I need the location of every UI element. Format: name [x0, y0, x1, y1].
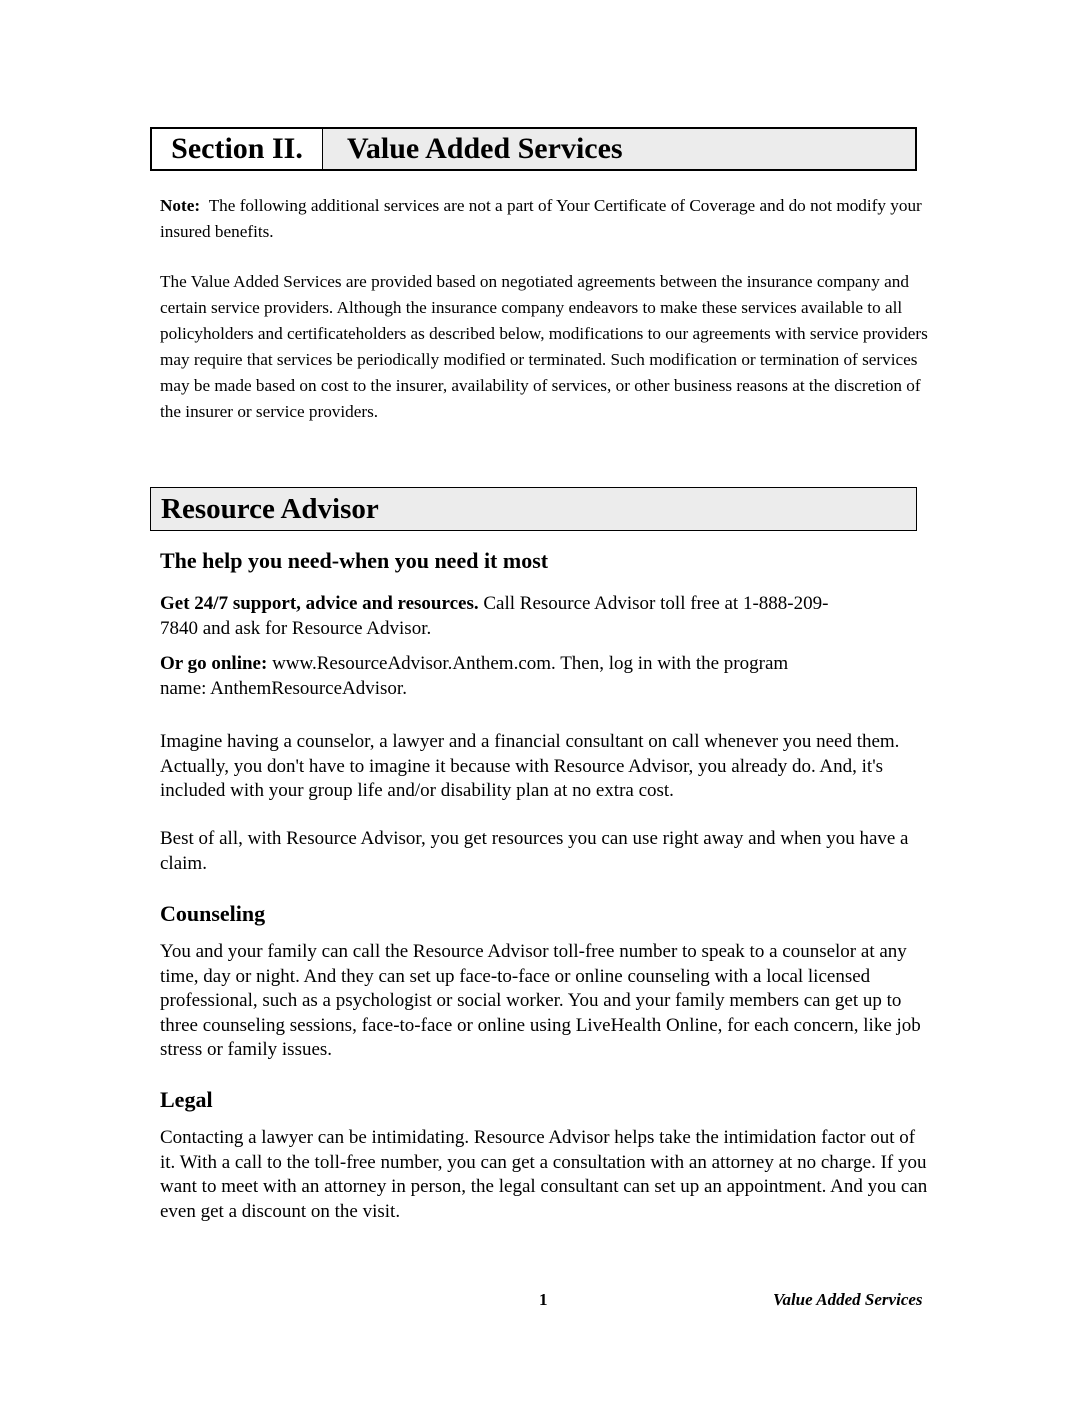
note-label: Note:	[160, 196, 201, 215]
section-title: Value Added Services	[323, 129, 915, 169]
intro-paragraph: The Value Added Services are provided based on negotiated agreements between the insurance company and certain service providers. Although the insurance company endeavors to make these services available to all policyholders and certificateholders as described below, modifications to our agreements with service providers may require that services be periodically modified or terminated. Such modification or termination of services may be made based on cost to the insurer, availability of services, or other business reasons at the discretion of the insurer or service providers.	[160, 272, 928, 421]
support-paragraph	[160, 592, 850, 641]
online-label: Or go online:	[160, 653, 268, 674]
tagline-heading: The help you need-when you need it most	[160, 548, 549, 573]
note-paragraph	[160, 193, 940, 245]
online-paragraph	[160, 652, 810, 701]
online-text: www.ResourceAdvisor.Anthem.com. Then, log in with the program name: AnthemResourceAdvisor.	[160, 653, 789, 699]
support-label: Get 24/7 support, advice and resources.	[160, 593, 479, 614]
page-number: 1	[539, 1290, 548, 1309]
support-text: Call Resource Advisor toll free at 1-888-209-7840 and ask for Resource Advisor.	[160, 593, 829, 639]
section-header	[150, 127, 917, 171]
counseling-heading: Counseling	[160, 901, 266, 926]
resource-advisor-heading: Resource Advisor	[150, 487, 917, 531]
section-number: Section II.	[152, 129, 323, 169]
legal-heading: Legal	[160, 1087, 213, 1112]
best-paragraph: Best of all, with Resource Advisor, you get resources you can use right away and when you have a claim.	[160, 828, 909, 874]
legal-paragraph: Contacting a lawyer can be intimidating. Resource Advisor helps take the intimidation factor out of it. With a call to the toll-free number, you can get a consultation with an attorney at no charge. If you want to meet with an attorney in person, the legal consultant can set up an appointment. And you can even get a discount on the visit.	[160, 1127, 928, 1222]
counseling-paragraph: You and your family can call the Resource Advisor toll-free number to speak to a counselor at any time, day or night. And they can set up face-to-face or online counseling with a local licensed professional, such as a psychologist or social worker. You and your family members can get up to three counseling sessions, face-to-face or online using LiveHealth Online, for each concern, like job stress or family issues.	[160, 941, 921, 1060]
footer-title: Value Added Services	[773, 1290, 923, 1309]
imagine-paragraph: Imagine having a counselor, a lawyer and a financial consultant on call whenever you need them. Actually, you don't have to imagine it because with Resource Advisor, you already do. And, it's included with your group life and/or disability plan at no extra cost.	[160, 731, 900, 801]
note-text: The following additional services are not a part of Your Certificate of Coverage and do not modify your insured benefits.	[160, 196, 922, 241]
